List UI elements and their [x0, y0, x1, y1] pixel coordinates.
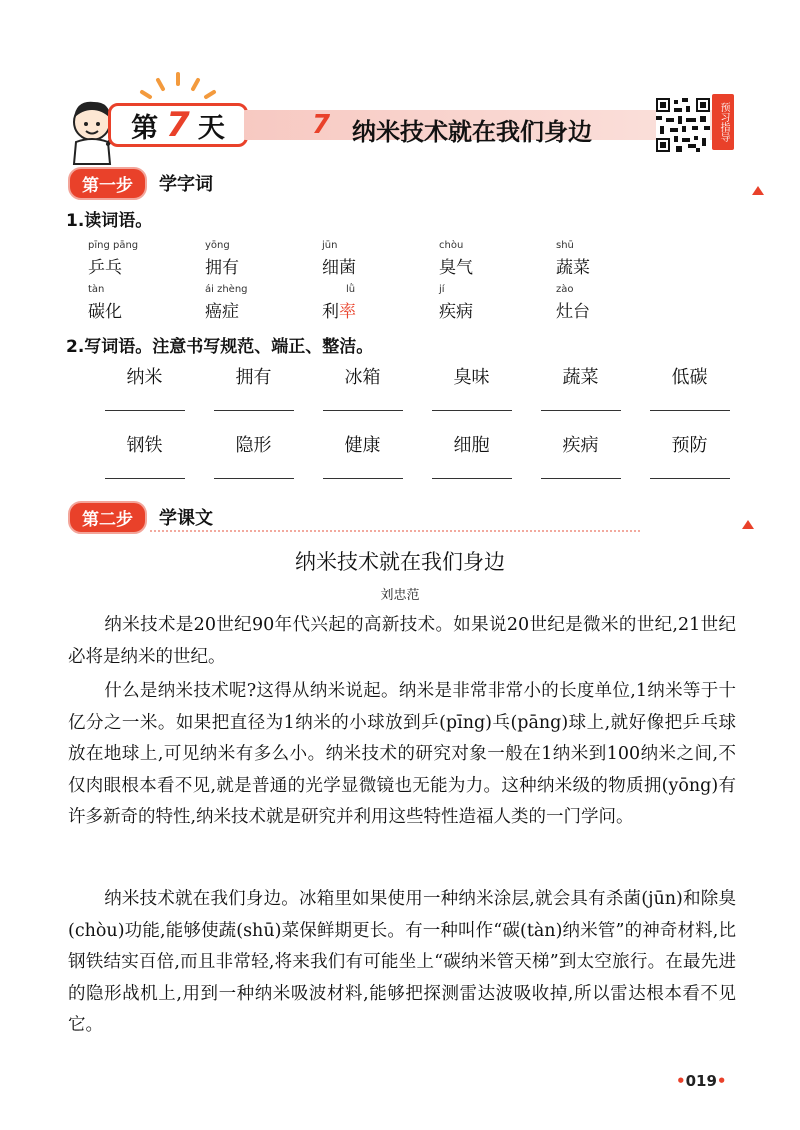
write-word — [635, 364, 744, 411]
lesson-number: 7 — [312, 110, 331, 140]
read-words-row-2 — [88, 284, 673, 322]
divider-dotted — [150, 530, 640, 532]
day-suffix: 天 — [197, 112, 225, 144]
passage-title: 纳米技术就在我们身边 — [295, 550, 505, 574]
lesson-title: 纳米技术就在我们身边 — [352, 118, 592, 146]
write-word — [526, 432, 635, 479]
read-word — [205, 284, 322, 322]
hanzi: 拥有 — [205, 258, 239, 278]
writing-line[interactable] — [650, 478, 730, 479]
writing-line[interactable] — [432, 478, 512, 479]
step-one-name: 学字词 — [159, 174, 213, 195]
passage-paragraph — [68, 884, 736, 1042]
hanzi: 癌症 — [205, 302, 239, 322]
write-word — [199, 432, 308, 479]
pinyin: pīng pāng — [88, 240, 139, 251]
pinyin: shū — [556, 240, 574, 251]
hanzi: 蔬菜 — [556, 258, 590, 278]
passage-author: 刘忠范 — [380, 588, 420, 603]
write-word-text: 预防 — [671, 435, 708, 456]
writing-line[interactable] — [105, 410, 185, 411]
read-word — [439, 284, 556, 322]
step-one-pill: 第一步 — [68, 167, 147, 200]
read-word — [205, 240, 322, 278]
hanzi: 乒乓 — [88, 258, 122, 278]
writing-line[interactable] — [432, 410, 512, 411]
step-one-header — [68, 170, 213, 196]
pinyin: ái zhèng — [205, 284, 248, 295]
pinyin: tàn — [88, 284, 105, 295]
hanzi: 灶台 — [556, 302, 590, 322]
passage-paragraph — [68, 676, 736, 834]
read-word — [556, 284, 673, 322]
write-word — [90, 364, 199, 411]
write-word-text: 隐形 — [235, 435, 272, 456]
pinyin: zào — [556, 284, 574, 295]
write-word-text: 纳米 — [126, 367, 163, 388]
write-word-text: 低碳 — [671, 367, 708, 388]
page-number-text: 019 — [685, 1072, 717, 1090]
read-words-row-1 — [88, 240, 673, 278]
write-word — [417, 364, 526, 411]
write-words-row-1 — [90, 364, 744, 411]
write-word — [199, 364, 308, 411]
write-word-text: 钢铁 — [126, 435, 163, 456]
hanzi: 臭气 — [439, 258, 473, 278]
hanzi-part: 利 — [322, 302, 339, 322]
question-two-label: 2.写词语。注意书写规范、端正、整洁。 — [66, 337, 374, 357]
writing-line[interactable] — [105, 478, 185, 479]
hanzi: 细菌 — [322, 258, 356, 278]
step-two-name: 学课文 — [159, 508, 213, 529]
day-badge — [108, 103, 248, 147]
write-word-text: 疾病 — [562, 435, 599, 456]
write-word — [90, 432, 199, 479]
read-word — [322, 240, 439, 278]
qr-tag: 预习指导 — [712, 94, 734, 150]
write-word — [308, 364, 417, 411]
writing-line[interactable] — [541, 478, 621, 479]
hanzi: 碳化 — [88, 302, 122, 322]
page-number — [676, 1072, 727, 1090]
paragraph-text: 什么是纳米技术呢?这得从纳米说起。纳米是非常非常小的长度单位,1纳米等于十亿分之一米。如果把直径为1纳米的小球放到乒(pīng)乓(pāng)球上,就好像把乒乓球放在地球上,可见纳米有多么小。纳米技术的研究对象一般在1纳米到100纳米之间,不仅肉眼根本看不见,就是普通的光学显微镜也无能为力。这种纳米级的物质拥(yōng)有许多新奇的特性,纳米技术就是研究并利用这些特性造福人类的一门学问。 — [68, 681, 736, 827]
paragraph-text: 纳米技术是20世纪90年代兴起的高新技术。如果说20世纪是微米的世纪,21世纪必将是纳米的世纪。 — [68, 615, 736, 667]
write-word — [526, 364, 635, 411]
decor-triangle — [752, 186, 764, 195]
write-word — [635, 432, 744, 479]
read-word — [88, 240, 205, 278]
paragraph-text: 纳米技术就在我们身边。冰箱里如果使用一种纳米涂层,就会具有杀菌(jūn)和除臭(chòu)功能,能够使蔬(shū)菜保鲜期更长。有一种叫作“碳(tàn)纳米管”的神奇材料,比钢铁结实百倍,而且非常轻,将来我们有可能坐上“碳纳米管天梯”到太空旅行。在最先进的隐形战机上,用到一种纳米吸波材料,能够把探测雷达波吸收掉,所以雷达根本看不见它。 — [68, 889, 736, 1035]
hanzi-highlight: 率 — [339, 302, 356, 322]
day-number: 7 — [166, 105, 190, 145]
dot-icon: • — [716, 1072, 727, 1090]
dot-icon: • — [676, 1072, 686, 1090]
writing-line[interactable] — [541, 410, 621, 411]
write-word-text: 冰箱 — [344, 367, 381, 388]
write-word-text: 拥有 — [235, 367, 272, 388]
hanzi — [322, 302, 356, 322]
write-word — [308, 432, 417, 479]
writing-line[interactable] — [323, 410, 403, 411]
read-word — [322, 284, 439, 322]
day-prefix: 第 — [131, 112, 159, 144]
step-two-header — [68, 504, 213, 530]
write-word-text: 健康 — [344, 435, 381, 456]
pinyin: jí — [439, 284, 445, 295]
writing-line[interactable] — [214, 410, 294, 411]
write-words-row-2 — [90, 432, 744, 479]
writing-line[interactable] — [650, 410, 730, 411]
passage-paragraph — [68, 610, 736, 673]
step-two-pill: 第二步 — [68, 501, 147, 534]
write-word — [417, 432, 526, 479]
qr-code-icon[interactable] — [656, 98, 710, 152]
pinyin: jūn — [322, 240, 338, 251]
writing-line[interactable] — [323, 478, 403, 479]
hanzi: 疾病 — [439, 302, 473, 322]
pinyin: chòu — [439, 240, 464, 251]
read-word — [556, 240, 673, 278]
writing-line[interactable] — [214, 478, 294, 479]
read-word — [439, 240, 556, 278]
write-word-text: 细胞 — [453, 435, 490, 456]
pinyin: lǜ — [346, 284, 356, 295]
write-word-text: 蔬菜 — [562, 367, 599, 388]
pinyin: yōng — [205, 240, 230, 251]
decor-triangle — [742, 520, 754, 529]
write-word-text: 臭味 — [453, 367, 490, 388]
read-word — [88, 284, 205, 322]
question-one-label: 1.读词语。 — [66, 211, 153, 231]
